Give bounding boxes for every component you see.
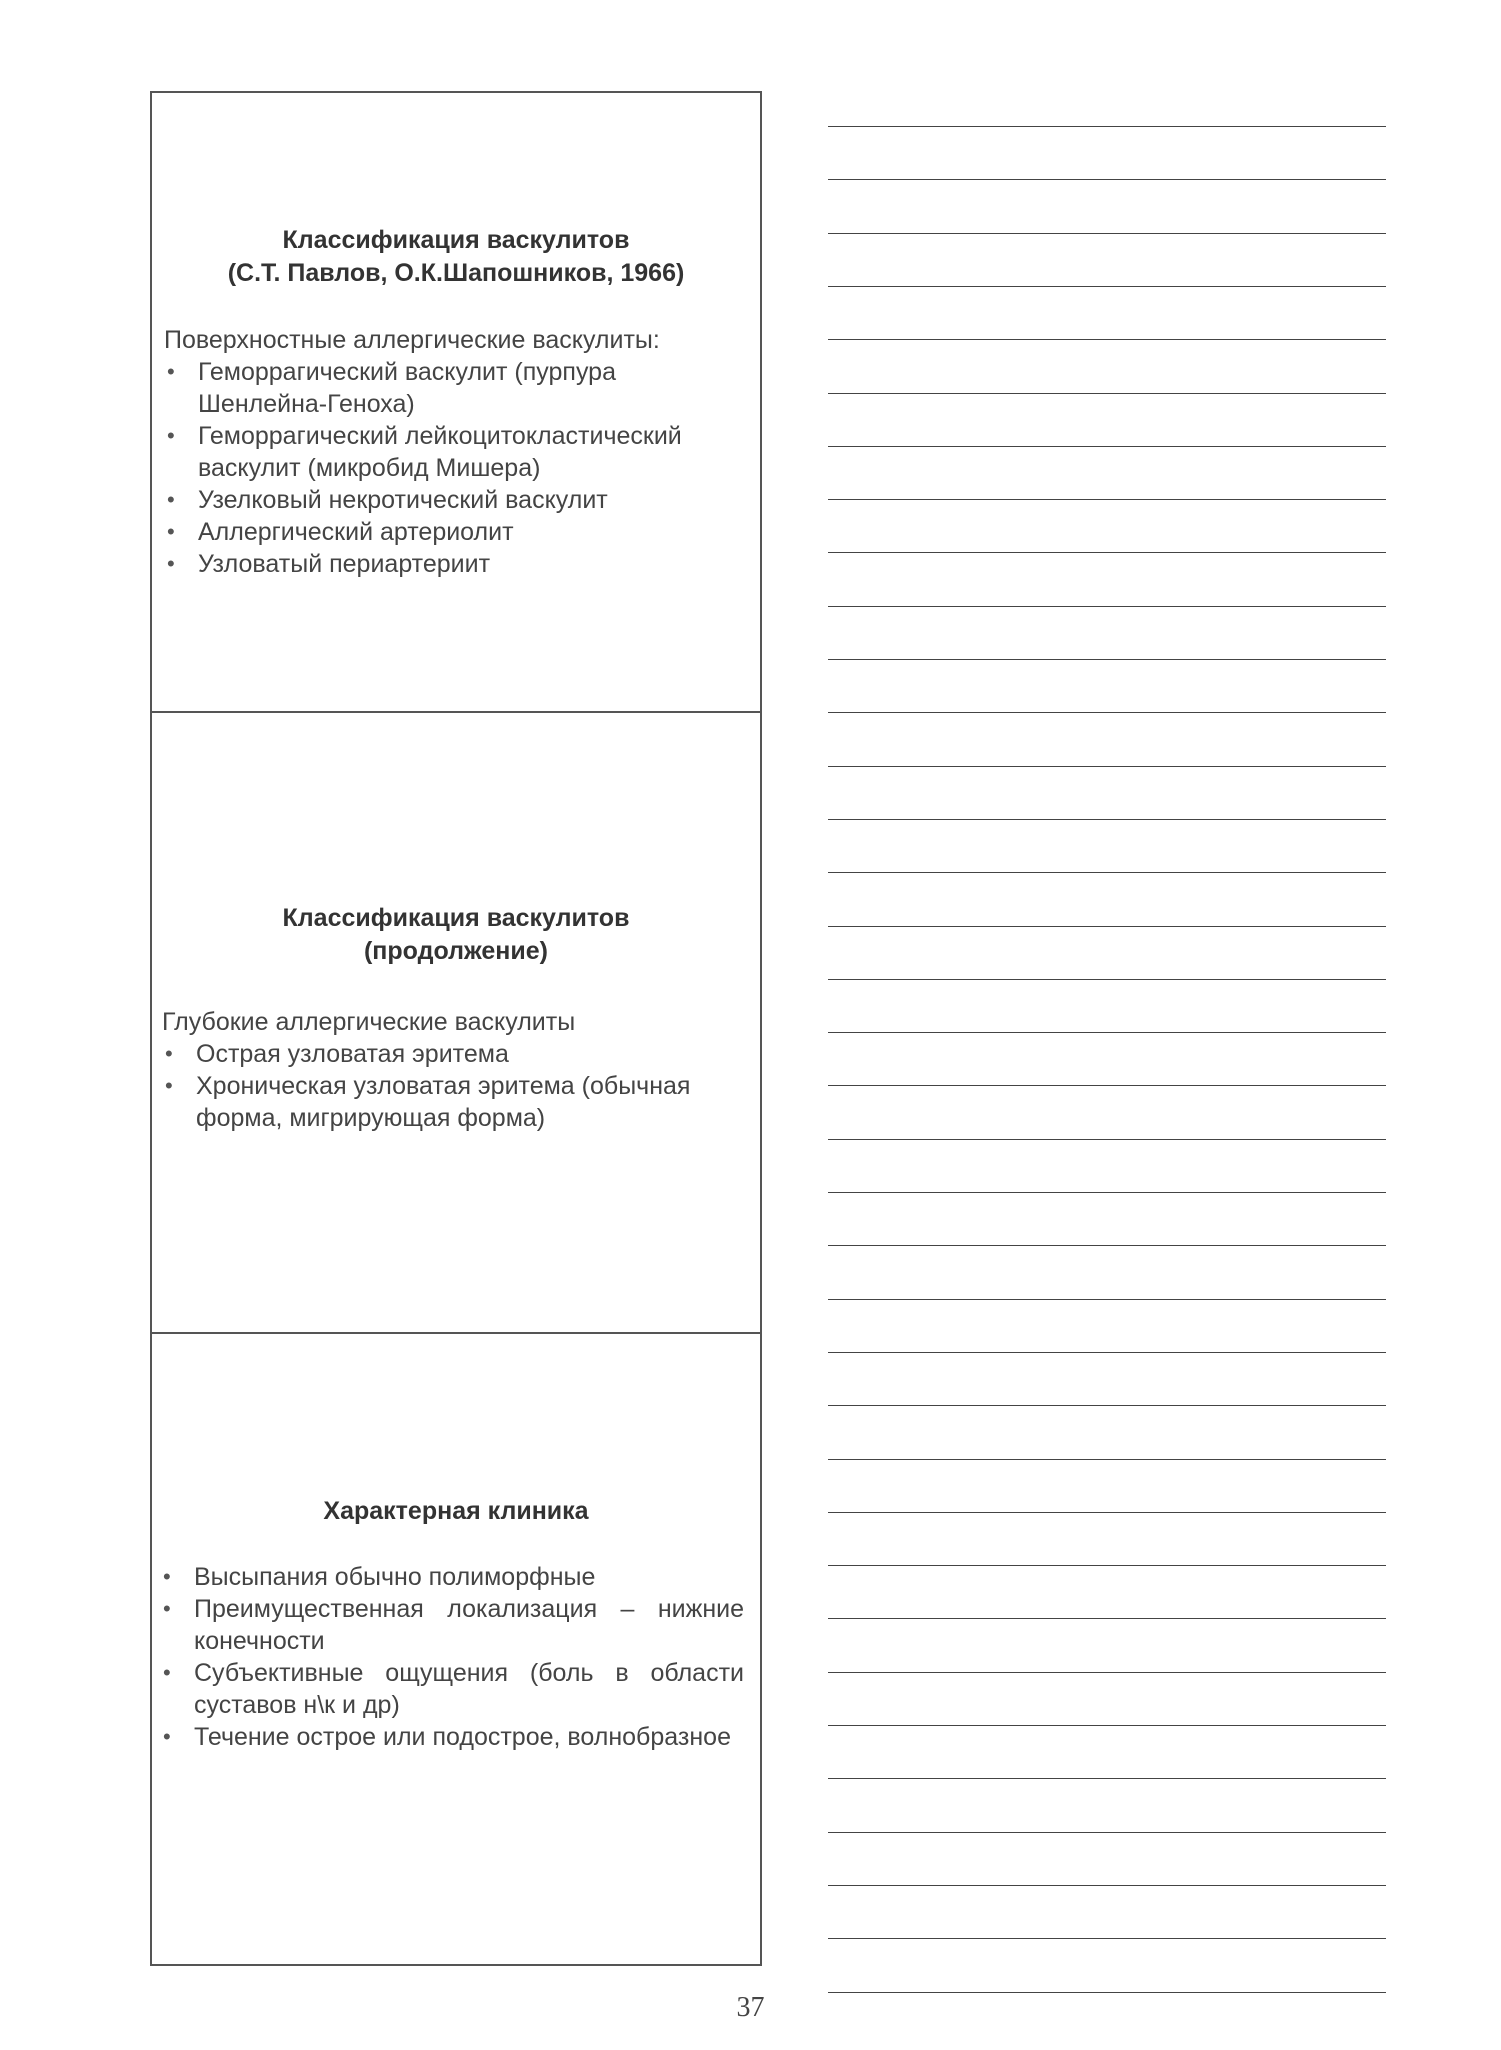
note-line <box>828 126 1386 127</box>
note-line <box>828 1192 1386 1193</box>
note-line <box>828 499 1386 500</box>
list-item: • Хроническая узловатая эритема (обычная форма, мигрирующая форма) <box>158 1070 748 1134</box>
note-line <box>828 179 1386 180</box>
slide-vasculitis-classification-continued <box>150 712 762 1334</box>
note-line <box>828 979 1386 980</box>
bullet-list <box>160 356 748 580</box>
slide-clinical-features <box>150 1333 762 1966</box>
note-line <box>828 712 1386 713</box>
slide-vasculitis-classification <box>150 91 762 713</box>
note-line <box>828 1725 1386 1726</box>
note-line <box>828 1139 1386 1140</box>
slide-title <box>152 1495 760 1528</box>
note-line <box>828 1778 1386 1779</box>
note-line <box>828 1459 1386 1460</box>
notes-ruled-lines <box>828 0 1392 2050</box>
list-item: • Преимущественная локализация – нижние конечности <box>156 1593 744 1657</box>
note-line <box>828 872 1386 873</box>
note-line <box>828 552 1386 553</box>
slide-title <box>152 224 760 290</box>
slide-intro: Глубокие аллергические васкулиты <box>162 1008 576 1036</box>
list-item: • Аллергический артериолит <box>160 516 748 548</box>
slide-title-line: Классификация васкулитов <box>282 226 630 254</box>
list-item: • Высыпания обычно полиморфные <box>156 1561 744 1593</box>
note-line <box>828 1618 1386 1619</box>
note-line <box>828 1352 1386 1353</box>
slide-title-line: (С.Т. Павлов, О.К.Шапошников, 1966) <box>227 259 685 287</box>
note-line <box>828 1299 1386 1300</box>
note-line <box>828 1885 1386 1886</box>
note-line <box>828 1085 1386 1086</box>
note-line <box>828 286 1386 287</box>
bullet-list <box>156 1561 744 1753</box>
list-item: • Геморрагический васкулит (пурпура Шенлейна-Геноха) <box>160 356 748 420</box>
list-item: • Узелковый некротический васкулит <box>160 484 748 516</box>
note-line <box>828 1938 1386 1939</box>
bullet-list <box>158 1038 748 1134</box>
note-line <box>828 1405 1386 1406</box>
list-item: • Субъективные ощущения (боль в области суставов н\к и др) <box>156 1657 744 1721</box>
note-line <box>828 1672 1386 1673</box>
note-line <box>828 393 1386 394</box>
slide-title <box>152 902 760 968</box>
note-line <box>828 606 1386 607</box>
note-line <box>828 446 1386 447</box>
slide-title-line: Характерная клиника <box>323 1497 589 1525</box>
slide-intro: Поверхностные аллергические васкулиты: <box>164 326 660 354</box>
note-line <box>828 1512 1386 1513</box>
note-line <box>828 1565 1386 1566</box>
slide-title-line: Классификация васкулитов <box>282 904 630 932</box>
note-line <box>828 819 1386 820</box>
list-item: • Геморрагический лейкоцитокластический васкулит (микробид Мишера) <box>160 420 748 484</box>
slide-title-line: (продолжение) <box>363 937 549 965</box>
note-line <box>828 766 1386 767</box>
note-line <box>828 1245 1386 1246</box>
note-line <box>828 926 1386 927</box>
list-item: • Течение острое или подострое, волнобразное <box>156 1721 744 1753</box>
note-line <box>828 1032 1386 1033</box>
list-item: • Острая узловатая эритема <box>158 1038 748 1070</box>
note-line <box>828 233 1386 234</box>
page-number: 37 <box>736 1992 765 2023</box>
note-line <box>828 339 1386 340</box>
list-item: • Узловатый периартериит <box>160 548 748 580</box>
note-line <box>828 1832 1386 1833</box>
note-line <box>828 659 1386 660</box>
